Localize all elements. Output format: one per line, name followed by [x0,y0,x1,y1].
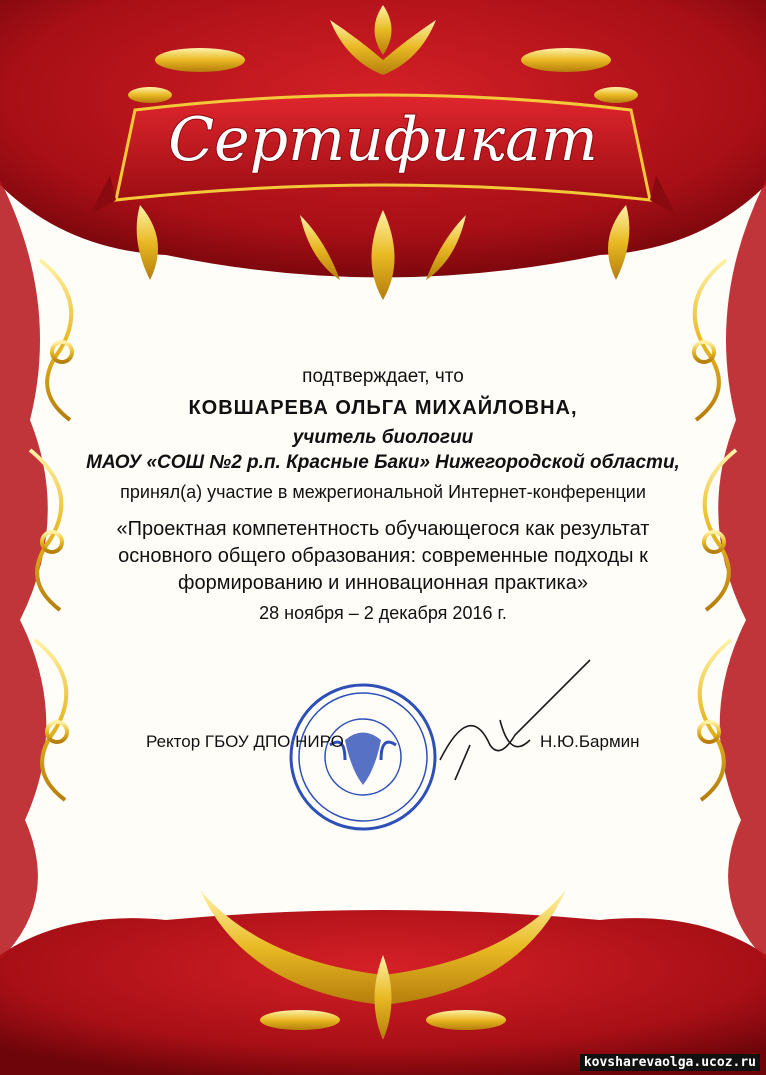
conference-dates: 28 ноября – 2 декабря 2016 г. [259,603,507,623]
certificate-heading [116,85,650,195]
conference-topic [0,516,766,597]
site-watermark: kovsharevaolga.ucoz.ru [580,1054,760,1071]
recipient-school: МАОУ «СОШ №2 р.п. Красные Баки» Нижегородской области, [86,452,680,473]
signer-name: Н.Ю.Бармин [540,732,640,751]
recipient-role: учитель биологии [292,427,474,448]
official-seal [291,685,435,829]
signer-title: Ректор ГБОУ ДПО НИРО [146,732,344,751]
heading-text: Сертификат [168,105,598,175]
participation-text: принял(а) участие в межрегиональной Интернет-конференции [120,482,646,502]
topic-line: формированию и инновационная практика» [178,572,588,594]
topic-line: «Проектная компетентность обучающегося как результат [116,518,650,540]
intro-text: подтверждает, что [302,366,464,387]
topic-line: основного общего образования: современные подходы к [118,545,648,567]
signature-scribble [440,660,590,780]
recipient-name: КОВШАРЕВА ОЛЬГА МИХАЙЛОВНА, [188,397,578,419]
